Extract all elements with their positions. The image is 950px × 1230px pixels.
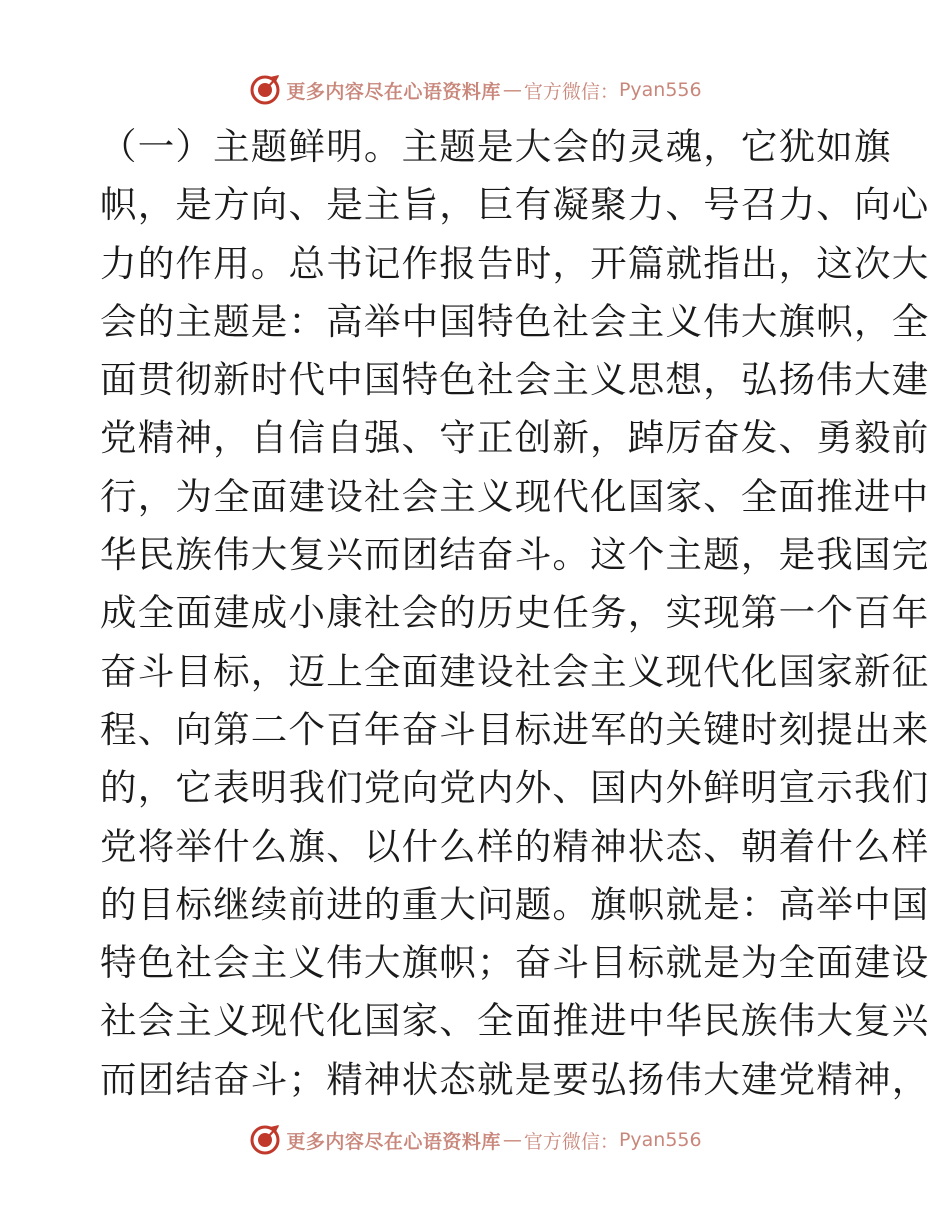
body-line: 社会主义现代化国家、全面推进中华民族伟大复兴	[100, 999, 930, 1043]
header-watermark-banner	[0, 70, 950, 110]
body-line: 而团结奋斗；精神状态就是要弘扬伟大建党精神，	[100, 1057, 930, 1101]
body-paragraph	[100, 118, 930, 1109]
footer-banner-text: 更多内容尽在心语资料库	[286, 1130, 501, 1153]
header-banner-wechat-id: Pyan556	[618, 79, 702, 101]
body-line: 行，为全面建设社会主义现代化国家、全面推进中	[100, 474, 930, 518]
body-line: 的目标继续前进的重大问题。旗帜就是：高举中国	[100, 882, 930, 926]
header-banner-wechat-label: 官方微信：	[523, 80, 619, 103]
pen-seal-logo-icon	[248, 73, 282, 107]
footer-banner-wechat-id: Pyan556	[618, 1129, 702, 1151]
body-line: 特色社会主义伟大旗帜；奋斗目标就是为全面建设	[100, 941, 930, 985]
header-banner-text: 更多内容尽在心语资料库	[286, 80, 501, 103]
body-line: 帜，是方向、是主旨，巨有凝聚力、号召力、向心	[100, 183, 930, 227]
body-line: 的，它表明我们党向党内外、国内外鲜明宣示我们	[100, 766, 930, 810]
body-line: 党将举什么旗、以什么样的精神状态、朝着什么样	[100, 824, 930, 868]
footer-watermark-banner	[0, 1120, 950, 1160]
body-line: 奋斗目标，迈上全面建设社会主义现代化国家新征	[100, 649, 930, 693]
body-line: 会的主题是：高举中国特色社会主义伟大旗帜，全	[100, 299, 930, 343]
footer-banner-wechat-label: 官方微信：	[523, 1130, 619, 1153]
body-line: 成全面建成小康社会的历史任务，实现第一个百年	[100, 591, 930, 635]
footer-banner-dash: —	[502, 1129, 522, 1151]
body-line: 华民族伟大复兴而团结奋斗。这个主题，是我国完	[100, 533, 930, 577]
body-line: （一）主题鲜明。主题是大会的灵魂，它犹如旗	[100, 125, 892, 168]
body-line: 面贯彻新时代中国特色社会主义思想，弘扬伟大建	[100, 358, 930, 402]
body-line: 党精神，自信自强、守正创新，踔厉奋发、勇毅前	[100, 416, 930, 460]
body-line: 力的作用。总书记作报告时，开篇就指出，这次大	[100, 241, 930, 285]
pen-seal-logo-icon	[248, 1123, 282, 1157]
body-line: 程、向第二个百年奋斗目标进军的关键时刻提出来	[100, 707, 930, 751]
header-banner-dash: —	[502, 79, 522, 101]
